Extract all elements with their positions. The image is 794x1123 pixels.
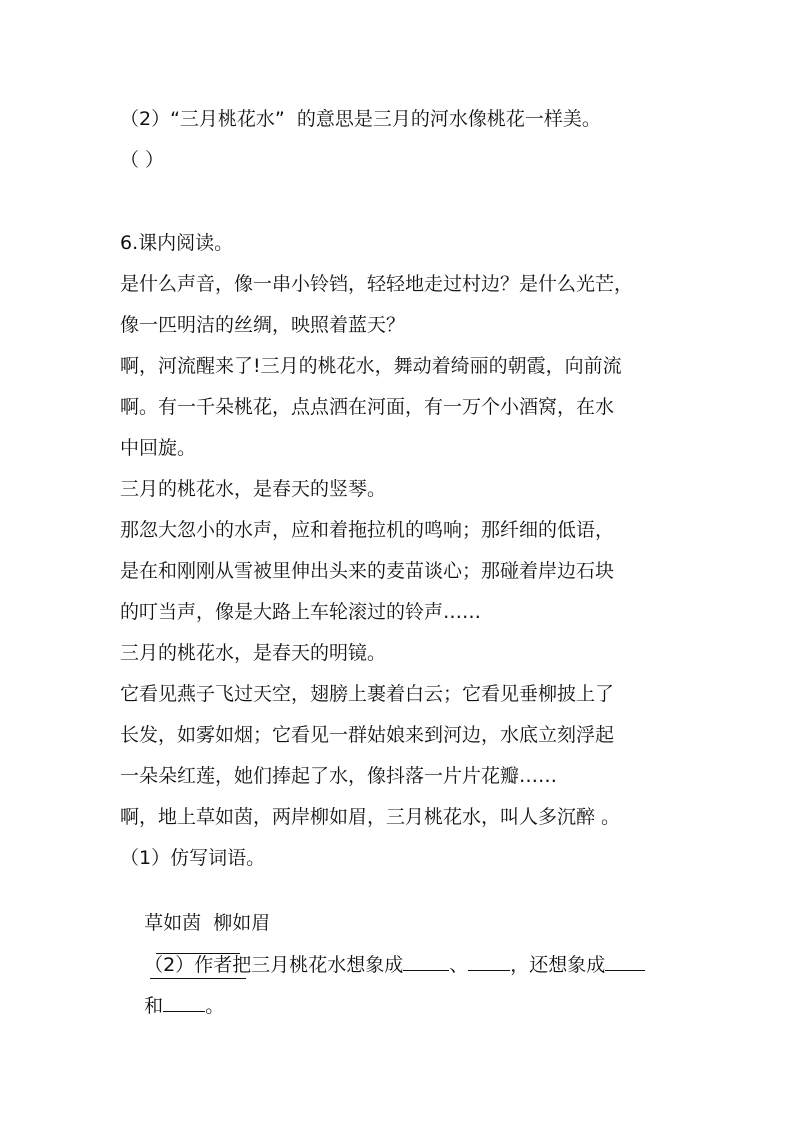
passage-line: 长发，如雾如烟；它看见一群姑娘来到河边，水底立刻浮起	[120, 724, 615, 746]
q6-sub2-text-2: ，还想象成	[510, 954, 606, 976]
q6-sub1-label: （1）仿写词语。	[120, 847, 266, 869]
passage-line: 一朵朵红莲，她们捧起了水，像抖落一片片花瓣……	[120, 765, 558, 787]
passage-line: 三月的桃花水，是春天的竖琴。	[120, 478, 387, 500]
answer-blank-6[interactable]	[163, 993, 205, 1012]
q6-sub2-period: 。	[205, 995, 225, 1017]
answer-blank-4[interactable]	[468, 952, 510, 971]
answer-blank-3[interactable]	[403, 952, 449, 971]
passage-line: 像一匹明洁的丝绸，映照着蓝天？	[120, 314, 406, 336]
q6-sub2-and: 和	[144, 995, 164, 1017]
passage-line: 是什么声音，像一串小铃铛，轻轻地走过村边？是什么光芒，	[120, 273, 634, 295]
passage-line: 它看见燕子飞过天空，翅膀上裹着白云；它看见垂柳披上了	[120, 683, 615, 705]
answer-blank-5[interactable]	[605, 952, 645, 971]
passage-line: 啊，河流醒来了!三月的桃花水，舞动着绮丽的朝霞，向前流	[120, 355, 622, 377]
q6-sub2-text: （2）作者把三月桃花水想象成	[144, 954, 404, 976]
q5-item2-answer-brackets: （ ）	[120, 149, 165, 171]
q6-heading: 6.课内阅读。	[120, 232, 234, 254]
q6-sub2-separator: 、	[449, 954, 469, 976]
q6-sub1-example-words: 草如茵 柳如眉	[144, 912, 271, 934]
passage-line: 中回旋。	[120, 437, 197, 459]
passage-line: 啊。有一千朵桃花，点点洒在河面，有一万个小酒窝，在水	[120, 396, 615, 418]
passage-line: 啊，地上草如茵，两岸柳如眉，三月桃花水，叫人多沉醉 。	[120, 806, 621, 828]
q5-item2-statement: （2）“三月桃花水” 的意思是三月的河水像桃花一样美。	[120, 108, 601, 130]
passage-line: 的叮当声，像是大路上车轮滚过的铃声……	[120, 601, 482, 623]
passage-line: 那忽大忽小的水声，应和着拖拉机的鸣响；那纤细的低语，	[120, 519, 615, 541]
q6-sub2-question-cont	[120, 969, 224, 1042]
passage-line: 是在和刚刚从雪被里伸出头来的麦苗谈心；那碰着岸边石块	[120, 560, 615, 582]
passage-line: 三月的桃花水，是春天的明镜。	[120, 642, 387, 664]
